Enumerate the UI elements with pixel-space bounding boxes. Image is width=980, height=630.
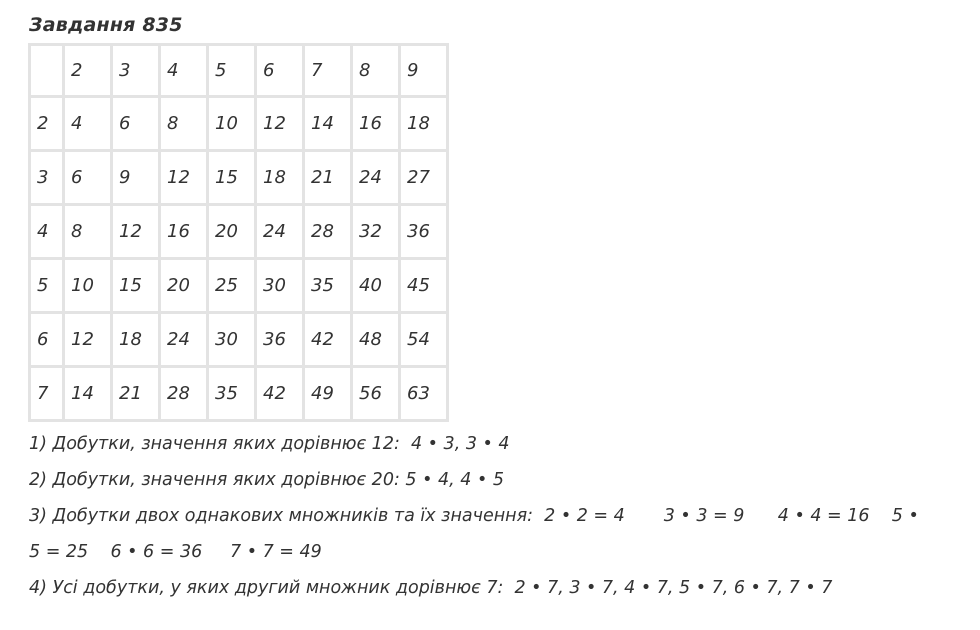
answer-line: 4) Усі добутки, у яких другий множник дорівнює 7: 2 • 7, 3 • 7, 4 • 7, 5 • 7, 6 • 7, 7 • 7	[29, 578, 833, 598]
product-cell: 12	[257, 98, 305, 152]
product-cell: 25	[209, 260, 257, 314]
product-cell: 35	[209, 368, 257, 422]
product-cell: 28	[161, 368, 209, 422]
product-cell: 12	[65, 314, 113, 368]
product-cell: 6	[113, 98, 161, 152]
product-cell: 63	[401, 368, 449, 422]
product-cell: 20	[209, 206, 257, 260]
table-row	[31, 260, 449, 314]
product-cell: 32	[353, 206, 401, 260]
product-cell: 4	[65, 98, 113, 152]
task-title: Завдання 835	[29, 14, 183, 36]
product-cell: 28	[305, 206, 353, 260]
product-cell: 21	[113, 368, 161, 422]
product-cell: 42	[257, 368, 305, 422]
product-cell: 10	[65, 260, 113, 314]
answer-line: 1) Добутки, значення яких дорівнює 12: 4 • 3, 3 • 4	[29, 434, 510, 454]
product-cell: 24	[257, 206, 305, 260]
product-cell: 40	[353, 260, 401, 314]
product-cell: 30	[257, 260, 305, 314]
product-cell: 14	[305, 98, 353, 152]
product-cell: 42	[305, 314, 353, 368]
product-cell: 12	[161, 152, 209, 206]
product-cell: 36	[401, 206, 449, 260]
product-cell: 16	[353, 98, 401, 152]
product-cell: 56	[353, 368, 401, 422]
product-cell: 15	[209, 152, 257, 206]
answer-line: 2) Добутки, значення яких дорівнює 20: 5 • 4, 4 • 5	[29, 470, 504, 490]
table-row	[31, 206, 449, 260]
table-header-row	[31, 46, 449, 98]
product-cell: 27	[401, 152, 449, 206]
multiplication-table	[28, 43, 449, 422]
row-header-cell: 7	[31, 368, 65, 422]
product-cell: 36	[257, 314, 305, 368]
product-cell: 8	[161, 98, 209, 152]
product-cell: 12	[113, 206, 161, 260]
answers-list	[29, 426, 969, 606]
product-cell: 48	[353, 314, 401, 368]
answer-line: 5 = 25 6 • 6 = 36 7 • 7 = 49	[29, 542, 322, 562]
table-row	[31, 314, 449, 368]
column-header-cell: 4	[161, 46, 209, 98]
table-corner-cell	[31, 46, 65, 98]
product-cell: 18	[401, 98, 449, 152]
product-cell: 49	[305, 368, 353, 422]
column-header-cell: 3	[113, 46, 161, 98]
row-header-cell: 2	[31, 98, 65, 152]
column-header-cell: 9	[401, 46, 449, 98]
product-cell: 9	[113, 152, 161, 206]
column-header-cell: 6	[257, 46, 305, 98]
product-cell: 54	[401, 314, 449, 368]
table-row	[31, 368, 449, 422]
product-cell: 8	[65, 206, 113, 260]
product-cell: 20	[161, 260, 209, 314]
table-row	[31, 152, 449, 206]
column-header-cell: 8	[353, 46, 401, 98]
row-header-cell: 5	[31, 260, 65, 314]
product-cell: 18	[113, 314, 161, 368]
answer-line: 3) Добутки двох однакових множників та їх значення: 2 • 2 = 4 3 • 3 = 9 4 • 4 = 16 5 •	[29, 506, 919, 526]
table-row	[31, 98, 449, 152]
product-cell: 6	[65, 152, 113, 206]
row-header-cell: 4	[31, 206, 65, 260]
product-cell: 16	[161, 206, 209, 260]
product-cell: 24	[353, 152, 401, 206]
column-header-cell: 2	[65, 46, 113, 98]
product-cell: 15	[113, 260, 161, 314]
product-cell: 24	[161, 314, 209, 368]
product-cell: 30	[209, 314, 257, 368]
row-header-cell: 6	[31, 314, 65, 368]
product-cell: 21	[305, 152, 353, 206]
column-header-cell: 5	[209, 46, 257, 98]
product-cell: 35	[305, 260, 353, 314]
product-cell: 45	[401, 260, 449, 314]
column-header-cell: 7	[305, 46, 353, 98]
product-cell: 14	[65, 368, 113, 422]
row-header-cell: 3	[31, 152, 65, 206]
product-cell: 10	[209, 98, 257, 152]
product-cell: 18	[257, 152, 305, 206]
